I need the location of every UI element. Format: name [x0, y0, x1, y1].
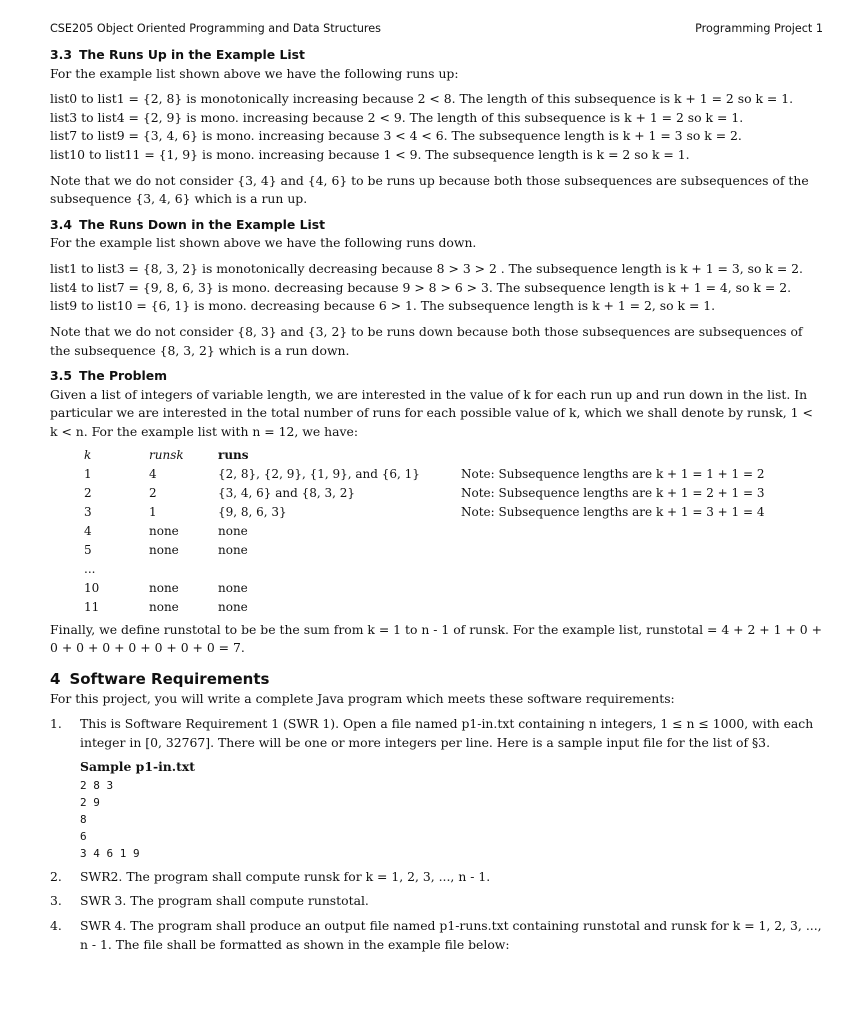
- course-title: CSE205 Object Oriented Programming and Data Structures: [50, 22, 381, 35]
- section-4-intro: For this project, you will write a complete Java program which meets these software requirements:: [50, 691, 675, 707]
- section-3-3-intro: For the example list shown above we have the following runs up:: [50, 65, 459, 81]
- section-3-3-heading: 3.3 The Runs Up in the Example List: [50, 47, 305, 62]
- requirement-text: SWR 3. The program shall compute runstotal.: [80, 893, 369, 909]
- requirement-item: 1. This is Software Requirement 1 (SWR 1). Open a file named p1-in.txt containing n integers, 1 ≤ n ≤ 1000, with each integer in [0, 32767]. There will be one or more integers per line. Here is a sample input file for the list of §3. Sample p1-in.txt 2 8 3 2 9 8 6 3 4 6 1 9: [50, 715, 824, 862]
- table-header: k: [84, 447, 92, 462]
- section-3-5-heading: 3.5 The Problem: [50, 368, 168, 384]
- project-title: Programming Project 1: [695, 22, 823, 35]
- sample-file-title: Sample p1-in.txt: [80, 759, 195, 775]
- run-up-line: list7 to list9 = {3, 4, 6} is mono. increasing because 3 < 4 < 6. The subsequence length is k + 1 = 3 so k = 2.: [50, 128, 742, 144]
- sample-file-line: 8: [80, 812, 87, 826]
- table-row: 11 none none: [84, 599, 248, 614]
- section-4-heading: 4 Software Requirements: [50, 669, 270, 688]
- run-down-line: list1 to list3 = {8, 3, 2} is monotonically decreasing because 8 > 3 > 2 . The subsequence length is k + 1 = 3, so k = 2.: [50, 261, 803, 277]
- table-row: 2 2 {3, 4, 6} and {8, 3, 2} Note: Subsequence lengths are k + 1 = 2 + 1 = 3: [84, 485, 765, 500]
- table-header-row: [84, 446, 765, 465]
- table-row: 10 none none: [84, 580, 248, 595]
- table-row: ...: [84, 561, 96, 576]
- run-up-line: list10 to list11 = {1, 9} is mono. increasing because 1 < 9. The subsequence length is k = 2 so k = 1.: [50, 147, 690, 163]
- requirement-text: SWR2. The program shall compute runsk for k = 1, 2, 3, ..., n - 1.: [80, 868, 491, 884]
- run-up-line: list3 to list4 = {2, 9} is mono. increasing because 2 < 9. The length of this subsequence is k + 1 = 2 so k = 1.: [50, 109, 744, 125]
- section-3-5-final: Finally, we define runstotal to be be the sum from k = 1 to n - 1 of runsk. For the example list, runstotal = 4 + 2 + 1 + 0 + 0 + 0 + 0 + 0 + 0 + 0 + 0 = 7.: [50, 621, 822, 656]
- run-down-line: list4 to list7 = {9, 8, 6, 3} is mono. decreasing because 9 > 8 > 6 > 3. The subsequence length is k + 1 = 4, so k = 2.: [50, 279, 792, 295]
- table-row: 1 4 {2, 8}, {2, 9}, {1, 9}, and {6, 1} Note: Subsequence lengths are k + 1 = 1 + 1 = 2: [84, 466, 765, 481]
- requirement-text: This is Software Requirement 1 (SWR 1). Open a file named p1-in.txt containing n integers, 1 ≤ n ≤ 1000, with each integer in [0, 32767]. There will be one or more integers per line. Here is a sample input file for the list of §3.: [80, 715, 814, 750]
- sample-file-line: 2 8 3: [80, 778, 114, 792]
- section-3-5-intro: Given a list of integers of variable length, we are interested in the value of k for each run up and run down in the list. In particular we are interested in the total number of runs for each possible value of k, which we shall denote by runsk, 1 < k < n. For the example list with n = 12, we have:: [50, 386, 813, 439]
- run-up-line: list0 to list1 = {2, 8} is monotonically increasing because 2 < 8. The length of this subsequence is k + 1 = 2 so k = 1.: [50, 91, 794, 107]
- requirement-text: SWR 4. The program shall produce an output file named p1-runs.txt containing runstotal and runsk for k = 1, 2, 3, ..., n - 1. The file shall be formatted as shown in the example file below:: [80, 917, 822, 952]
- requirement-item: 2. SWR2. The program shall compute runsk for k = 1, 2, 3, ..., n - 1.: [50, 868, 824, 887]
- table-row: 3 1 {9, 8, 6, 3} Note: Subsequence lengths are k + 1 = 3 + 1 = 4: [84, 504, 765, 519]
- section-3-4-note: Note that we do not consider {8, 3} and {3, 2} to be runs down because both those subsequences are subsequences of the subsequence {8, 3, 2} which is a run down.: [50, 323, 803, 358]
- section-3-3-note: Note that we do not consider {3, 4} and {4, 6} to be runs up because both those subsequences are subsequences of the subsequence {3, 4, 6} which is a run up.: [50, 172, 809, 207]
- sample-file-line: 2 9: [80, 795, 100, 809]
- table-header: runs: [218, 447, 249, 462]
- section-3-4-intro: For the example list shown above we have the following runs down.: [50, 235, 477, 251]
- run-down-line: list9 to list10 = {6, 1} is mono. decreasing because 6 > 1. The subsequence length is k + 1 = 2, so k = 1.: [50, 298, 716, 314]
- table-header: runsk: [149, 447, 184, 462]
- requirement-item: 4. SWR 4. The program shall produce an output file named p1-runs.txt containing runstotal and runsk for k = 1, 2, 3, ..., n - 1. The file shall be formatted as shown in the example file below:: [50, 917, 824, 954]
- table-row: 5 none none: [84, 542, 248, 557]
- sample-file-line: 6: [80, 829, 87, 843]
- runs-table: [84, 446, 765, 617]
- section-3-4-heading: 3.4 The Runs Down in the Example List: [50, 216, 326, 232]
- table-row: 4 none none: [84, 523, 248, 538]
- page-header: [50, 21, 823, 38]
- sample-file-line: 3 4 6 1 9: [80, 846, 140, 860]
- requirement-item: 3. SWR 3. The program shall compute runstotal.: [50, 892, 824, 911]
